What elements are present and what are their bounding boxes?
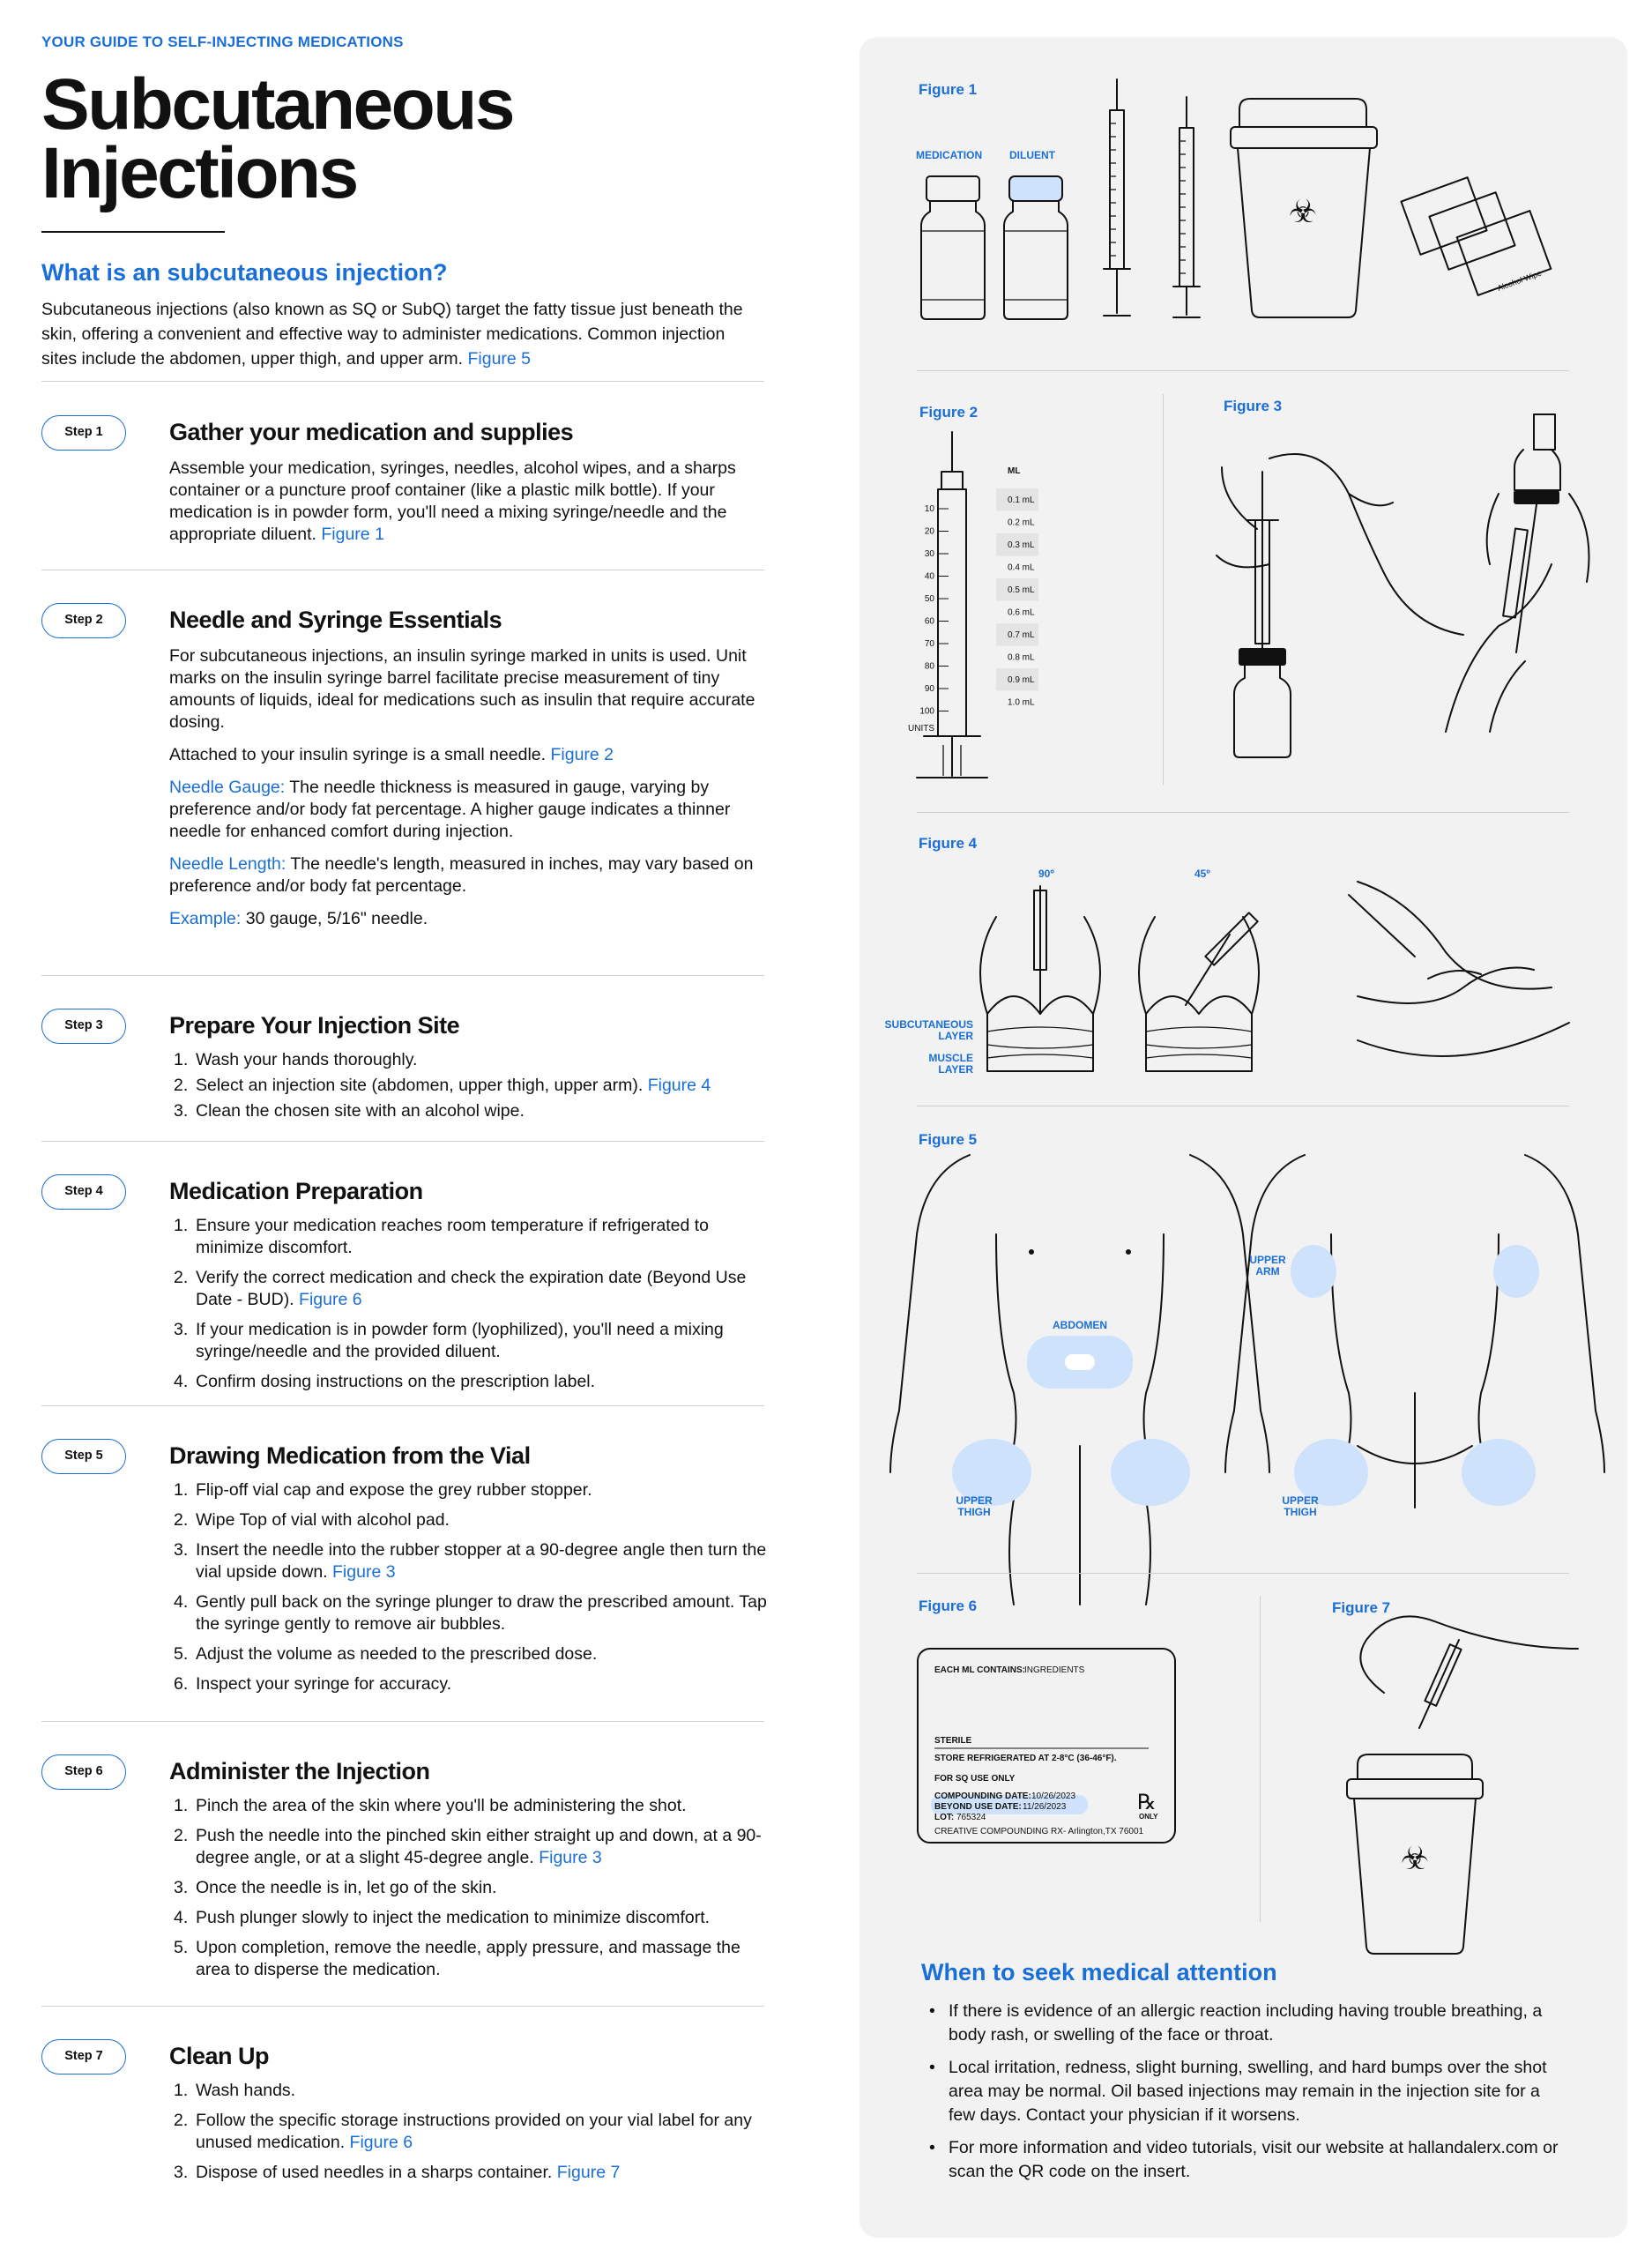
attention-list: [927, 2000, 1571, 2193]
svg-text:FOR SQ USE ONLY: FOR SQ USE ONLY: [934, 1774, 1016, 1784]
ml-mark: 0.9 mL: [1008, 675, 1035, 685]
step-pill: Step 2: [41, 603, 126, 638]
units-label: UNITS: [908, 724, 934, 734]
ml-mark: 0.6 mL: [1008, 607, 1035, 618]
upper-arm-label-2: ARM: [1255, 1265, 1280, 1277]
figure-2-link[interactable]: Figure 2: [550, 745, 614, 764]
figure-2-label: Figure 2: [919, 404, 979, 421]
unit-mark: 80: [924, 661, 934, 672]
list-item: • For more information and video tutorials, visit our website at hallandalerx.com or scan the QR code on the insert.: [927, 2136, 1571, 2184]
unit-mark: 70: [924, 639, 934, 649]
ml-mark: 0.5 mL: [1008, 585, 1035, 595]
svg-text:COMPOUNDING DATE:: COMPOUNDING DATE:: [934, 1791, 1031, 1801]
unit-mark: 100: [919, 706, 934, 717]
abdomen-label: ABDOMEN: [1053, 1319, 1107, 1331]
subq-layer-label: SUBCUTANEOUS: [884, 1018, 973, 1031]
back-body-illustration: [1225, 1155, 1604, 1508]
list-item: • If there is evidence of an allergic reaction including having trouble breathing, a body rash, or swelling of the face or throat.: [927, 2000, 1571, 2047]
list-item: 1. Pinch the area of the skin where you'll be administering the shot.: [174, 1796, 687, 1815]
angle-90-label: 90º: [1038, 868, 1054, 880]
list-item: 6. Inspect your syringe for accuracy.: [174, 1674, 452, 1694]
eyebrow: YOUR GUIDE TO SELF-INJECTING MEDICATIONS: [41, 34, 404, 50]
upper-arm-label: UPPER: [1249, 1254, 1286, 1266]
intro-text: Subcutaneous injections (also known as SQ or SubQ) target the fatty tissue just beneath the skin, offering a convenient and effective way to administer medications. Common injection sites include the abdomen, upper thigh, and upper arm. Figure 5: [41, 300, 743, 369]
list-item: 1. Wash hands.: [174, 2081, 296, 2100]
svg-text:STERILE: STERILE: [934, 1736, 972, 1746]
unit-mark: 30: [924, 549, 934, 559]
figure-6-link[interactable]: Figure 6: [299, 1290, 362, 1309]
step-title: Clean Up: [169, 2043, 270, 2069]
list-item: 2. Select an injection site (abdomen, upper thigh, upper arm). Figure 4: [174, 1076, 711, 1095]
panel-divider-vertical: [1260, 1596, 1261, 1922]
list-item: 2. Follow the specific storage instructions provided on your vial label for any unused medication. Figure 6: [174, 2111, 752, 2152]
step-text: For subcutaneous injections, an insulin syringe marked in units is used. Unit marks on the insulin syringe barrel facilitate precise measurement of tiny amounts of liquids, ideal for medications such as insulin that require accurate dosing.: [169, 646, 755, 732]
figure-1-link[interactable]: Figure 1: [321, 525, 384, 544]
list-item: 4. Confirm dosing instructions on the prescription label.: [174, 1372, 596, 1391]
figure-3-label: Figure 3: [1224, 398, 1283, 414]
svg-text:ONLY: ONLY: [1139, 1813, 1158, 1821]
figure-6-link[interactable]: Figure 6: [349, 2133, 413, 2152]
wipe-label: Alcohol Wipe: [1496, 268, 1544, 293]
muscle-layer-label-2: LAYER: [938, 1063, 973, 1076]
list-item: 3. Once the needle is in, let go of the skin.: [174, 1878, 497, 1897]
medication-vial-icon: [921, 176, 985, 319]
step-title: Drawing Medication from the Vial: [169, 1442, 531, 1469]
figure-1-label: Figure 1: [919, 81, 978, 98]
unit-mark: 20: [924, 526, 934, 537]
ml-mark: 0.4 mL: [1008, 562, 1035, 573]
ml-scale: [908, 466, 1038, 734]
upper-thigh-label-front-2: THIGH: [957, 1506, 991, 1518]
step-title: Needle and Syringe Essentials: [169, 607, 502, 633]
syringe-icon: [1104, 79, 1130, 316]
figure-7-label: Figure 7: [1332, 1599, 1391, 1616]
list-item: 2. Verify the correct medication and check the expiration date (Beyond Use Date - BUD). Figure 6: [174, 1268, 747, 1309]
biohazard-icon: ☣: [1400, 1841, 1430, 1877]
sharps-disposal-illustration: [1347, 1616, 1578, 1954]
figure-6-label: Figure 6: [919, 1598, 978, 1614]
list-item: 5. Adjust the volume as needed to the prescribed dose.: [174, 1644, 598, 1664]
step-pill: Step 1: [41, 415, 126, 451]
skin-pinch-90-illustration: [980, 886, 1100, 1071]
subq-layer-label-2: LAYER: [938, 1030, 973, 1042]
prescription-label: [918, 1649, 1175, 1843]
ml-header: ML: [1008, 466, 1021, 476]
step-pill: Step 7: [41, 2039, 126, 2075]
list-item: 2. Wipe Top of vial with alcohol pad.: [174, 1510, 450, 1530]
biohazard-icon: ☣: [1288, 194, 1318, 230]
panel-divider: [917, 1573, 1569, 1574]
list-item: 1. Flip-off vial cap and expose the grey rubber stopper.: [174, 1480, 592, 1500]
list-item: 3. Clean the chosen site with an alcohol wipe.: [174, 1101, 525, 1121]
unit-mark: 10: [924, 504, 934, 514]
figure-3-link[interactable]: Figure 3: [539, 1848, 602, 1867]
ml-mark: 0.1 mL: [1008, 495, 1035, 505]
list-item: • Local irritation, redness, slight burning, swelling, and hard bumps over the shot area may be normal. Oil based injections may remain in the injection site for a few days. Contact your physician if it worsens.: [927, 2056, 1571, 2127]
step-title: Medication Preparation: [169, 1178, 423, 1204]
angle-45-label: 45º: [1194, 868, 1210, 880]
svg-text:10/26/2023: 10/26/2023: [1031, 1791, 1076, 1801]
upper-thigh-label-back-2: THIGH: [1284, 1506, 1317, 1518]
needle-gauge: Needle Gauge: The needle thickness is measured in gauge, varying by preference and/or body fat percentage. A higher gauge indicates a thinner needle for enhanced comfort during injection.: [169, 778, 731, 841]
vial-draw-illustration: [1217, 414, 1589, 757]
upper-thigh-label-back: UPPER: [1282, 1494, 1319, 1507]
rx-icon: ℞: [1137, 1790, 1157, 1814]
step-text: Attached to your insulin syringe is a small needle. Figure 2: [169, 745, 614, 764]
unit-mark: 50: [924, 594, 934, 604]
step-text: Assemble your medication, syringes, needles, alcohol wipes, and a sharps container or a puncture proof container (like a plastic milk bottle). If your medication is in powder form, you'll need a mixing syringe/needle and the appropriate diluent. Figure 1: [169, 458, 736, 544]
diluent-label: DILUENT: [1009, 149, 1055, 161]
panel-divider: [917, 370, 1569, 371]
sharps-container-icon: [1231, 99, 1377, 317]
step-title: Prepare Your Injection Site: [169, 1012, 460, 1039]
upper-thigh-label-front: UPPER: [956, 1494, 993, 1507]
svg-text:11/26/2023: 11/26/2023: [1023, 1802, 1067, 1812]
syringe-icon: [1173, 97, 1200, 317]
figure-3-link[interactable]: Figure 3: [332, 1562, 396, 1582]
ml-mark: 0.7 mL: [1008, 630, 1035, 640]
svg-text:STORE REFRIGERATED AT 2-8°C (3: STORE REFRIGERATED AT 2-8°C (36-46°F).: [934, 1754, 1117, 1763]
list-item: 3. Dispose of used needles in a sharps container. Figure 7: [174, 2163, 621, 2182]
figure-5-link[interactable]: Figure 5: [467, 349, 532, 369]
unit-mark: 90: [924, 684, 934, 694]
svg-text:LOT:: LOT:: [934, 1813, 955, 1822]
svg-text:BEYOND USE DATE:: BEYOND USE DATE:: [934, 1802, 1022, 1812]
abdomen-injection-illustration: [1349, 882, 1569, 1056]
unit-mark: 40: [924, 571, 934, 582]
svg-text:INGREDIENTS: INGREDIENTS: [1024, 1665, 1085, 1675]
medication-label: MEDICATION: [916, 149, 983, 161]
step-title: Administer the Injection: [169, 1758, 430, 1784]
ml-mark: 0.8 mL: [1008, 652, 1035, 663]
svg-text:EACH ML CONTAINS:: EACH ML CONTAINS:: [934, 1665, 1025, 1675]
front-body-illustration: [890, 1155, 1269, 1605]
title-line-1: Subcutaneous: [41, 64, 513, 145]
list-item: 4. Gently pull back on the syringe plunger to draw the prescribed amount. Tap the syringe gently to remove air bubbles.: [174, 1592, 767, 1634]
alcohol-wipe-icon: [1401, 177, 1551, 295]
ml-mark: 0.3 mL: [1008, 540, 1035, 550]
skin-pinch-45-illustration: [1139, 912, 1259, 1071]
diluent-vial-icon: [1004, 176, 1068, 319]
step-pill: Step 5: [41, 1439, 126, 1474]
figure-7-link[interactable]: Figure 7: [556, 2163, 621, 2182]
step-title: Gather your medication and supplies: [169, 419, 574, 445]
title-line-2: Injections: [41, 133, 357, 213]
list-item: 1. Ensure your medication reaches room temperature if refrigerated to minimize discomfort.: [174, 1216, 710, 1257]
ml-mark: 1.0 mL: [1008, 697, 1035, 708]
list-item: 5. Upon completion, remove the needle, apply pressure, and massage the area to disperse the medication.: [174, 1938, 740, 1979]
svg-text:765324: 765324: [956, 1813, 986, 1822]
intro-heading: What is an subcutaneous injection?: [41, 259, 448, 286]
step-pill: Step 3: [41, 1009, 126, 1044]
figure-4-link[interactable]: Figure 4: [647, 1076, 711, 1095]
svg-text:CREATIVE COMPOUNDING RX- Arlin: CREATIVE COMPOUNDING RX- Arlington,TX 76001: [934, 1827, 1144, 1836]
list-item: 4. Push plunger slowly to inject the medication to minimize discomfort.: [174, 1908, 711, 1927]
list-item: 2. Push the needle into the pinched skin either straight up and down, at a 90-degree angle, or at a slight 45-degree angle. Figure 3: [174, 1826, 762, 1867]
list-item: 3. Insert the needle into the rubber stopper at a 90-degree angle then turn the vial upside down. Figure 3: [174, 1540, 767, 1582]
attention-heading: When to seek medical attention: [921, 1959, 1277, 1985]
panel-divider: [917, 812, 1569, 813]
step-pill: Step 4: [41, 1174, 126, 1210]
figure-5-label: Figure 5: [919, 1131, 978, 1148]
list-item: 1. Wash your hands thoroughly.: [174, 1050, 418, 1069]
panel-divider-vertical: [1163, 394, 1164, 785]
needle-example: Example: 30 gauge, 5/16" needle.: [169, 909, 428, 928]
needle-length: Needle Length: The needle's length, measured in inches, may vary based on preference and/or body fat percentage.: [169, 854, 754, 896]
step-pill: Step 6: [41, 1754, 126, 1790]
figure-4-label: Figure 4: [919, 835, 978, 852]
unit-mark: 60: [924, 616, 934, 627]
muscle-layer-label: MUSCLE: [928, 1052, 973, 1064]
list-item: 3. If your medication is in powder form (lyophilized), you'll need a mixing syringe/needle and the provided diluent.: [174, 1320, 724, 1361]
ml-mark: 0.2 mL: [1008, 518, 1035, 528]
